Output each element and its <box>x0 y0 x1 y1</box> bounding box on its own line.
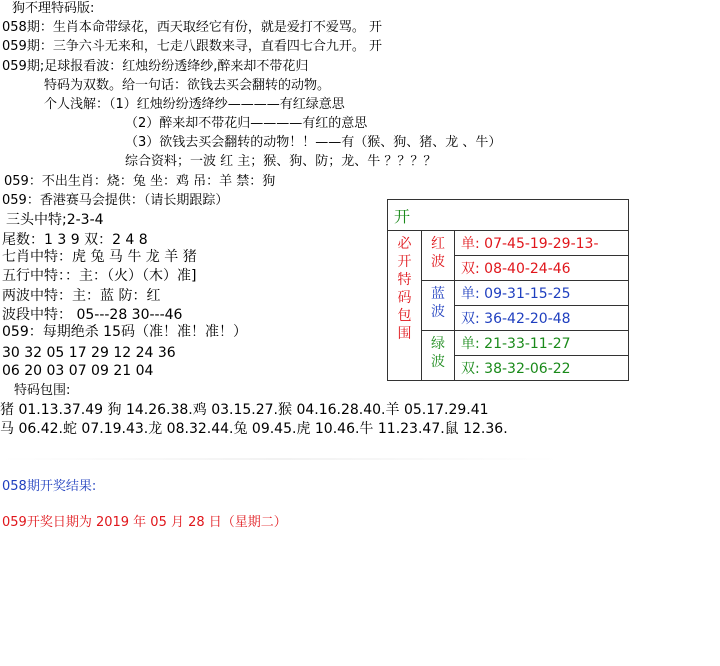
text-line: 30 32 05 17 29 12 24 36 <box>2 345 176 361</box>
green-odd-row: 单: 21-33-11-27 <box>455 331 629 356</box>
blue-odd-row: 单: 09-31-15-25 <box>455 281 629 306</box>
text-line: 059：每期绝杀 15码（准！准！准！） <box>2 324 247 340</box>
blue-even-row: 双: 36-42-20-48 <box>455 306 629 331</box>
red-odd-row: 单: 07-45-19-29-13- <box>455 231 629 256</box>
text-line: 五行中特：：主：（火）（木）准] <box>2 268 197 284</box>
page-heading: 狗不理特码版: <box>12 1 95 16</box>
text-line: 波段中特： 05---28 30---46 <box>2 307 183 323</box>
wave-red-label: 红波 <box>422 231 455 281</box>
text-line: 058期：生肖本命带绿花，西天取经它有份，就是爱打不爱骂。 开 <box>2 20 382 35</box>
text-line: 马 06.42.蛇 07.19.43.龙 08.32.44.兔 09.45.虎 10.46.牛 11.23.47.鼠 12.36. <box>0 421 508 437</box>
text-line: 059期;足球报看波：红烛纷纷透绛纱,醉来却不带花归 <box>2 59 309 74</box>
text-line: 特码包围: <box>14 383 71 398</box>
text-line: 059期：三争六斗无来和，七走八跟数来寻，直看四七合九开。 开 <box>2 39 382 54</box>
wave-blue-label: 蓝波 <box>422 281 455 331</box>
green-even-row: 双: 38-32-06-22 <box>455 356 629 381</box>
result-heading: 058期开奖结果: <box>2 479 97 494</box>
text-line: （2）醉来却不带花归————有红的意思 <box>125 116 368 131</box>
text-line: 尾数：1 3 9 双：2 4 8 <box>2 232 148 248</box>
text-line: 特码为双数。给一句话：欲钱去买会翻转的动物。 <box>44 78 331 93</box>
divider <box>0 458 560 460</box>
text-line: 059：香港赛马会提供：（请长期跟踪） <box>2 193 229 208</box>
draw-date: 059开奖日期为 2019 年 05 月 28 日（星期二） <box>2 515 287 530</box>
text-line: （3）欲钱去买会翻转的动物！！——有（猴、狗、猪、龙 、牛） <box>125 135 502 150</box>
text-line: 06 20 03 07 09 21 04 <box>2 363 154 379</box>
text-line: 059：不出生肖：烧：兔 坐：鸡 吊：羊 禁：狗 <box>4 174 276 189</box>
text-line: 两波中特：主：蓝 防：红 <box>2 288 161 304</box>
red-even-row: 双: 08-40-24-46 <box>455 256 629 281</box>
wave-green-label: 绿波 <box>422 331 455 381</box>
text-line: 个人浅解：（1）红烛纷纷透绛纱————有红绿意思 <box>44 97 345 112</box>
text-line: 综合资料；一波 红 主；猴、狗、防；龙、牛 ？？？？ <box>125 154 437 169</box>
box-header: 开 <box>388 200 629 231</box>
text-line: 七肖中特：虎 兔 马 牛 龙 羊 猪 <box>2 249 197 265</box>
text-line: 三头中特;2-3-4 <box>6 212 104 228</box>
side-label: 必开特码包围 <box>388 231 422 381</box>
text-line: 猪 01.13.37.49 狗 14.26.38.鸡 03.15.27.猴 04.16.28.40.羊 05.17.29.41 <box>0 402 489 418</box>
prediction-box <box>387 199 629 381</box>
